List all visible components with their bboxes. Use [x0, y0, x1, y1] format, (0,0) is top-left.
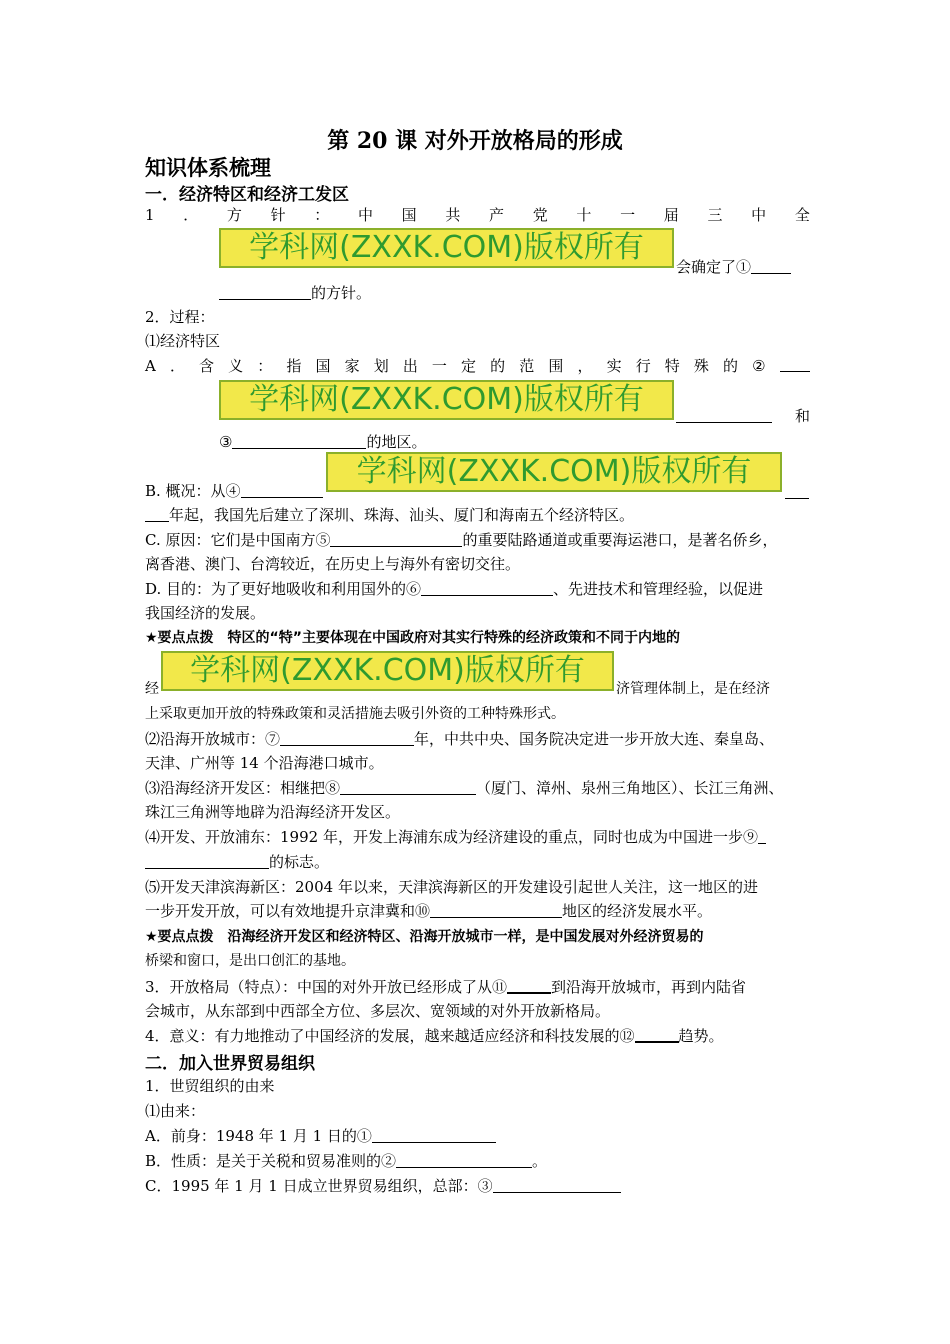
blank-4-end[interactable] [785, 482, 809, 499]
paragraph-2-5-line-1: ⑸开发天津滨海新区：2004 年以来，天津滨海新区的开发建设引起世人关注，这一地区的进 [145, 878, 758, 896]
blank-12[interactable] [635, 1025, 679, 1043]
s2-blank-3[interactable] [493, 1176, 621, 1193]
s2-blank-1[interactable] [372, 1126, 496, 1143]
paragraph-1-line-3: 的方针。 [219, 282, 884, 304]
paragraph-2-1: ⑴经济特区 [145, 332, 221, 350]
blank-6[interactable] [421, 579, 553, 596]
tip-1-line-2: 经 济管理体制上，是在经济 [145, 681, 770, 697]
tip-2-line-1: ★要点点拨 沿海经济开发区和经济特区、沿海开放城市一样，是中国发展对外经济贸易的 [145, 929, 704, 945]
blank-2[interactable] [780, 355, 810, 372]
blank-1[interactable] [751, 257, 791, 274]
item-b-line-2: 年起，我国先后建立了深圳、珠海、汕头、厦门和海南五个经济特区。 [145, 504, 810, 526]
item-d-line-1: D. 目的：为了更好地吸收和利用国外的⑥ 、先进技术和管理经验，以促进 [145, 580, 764, 598]
paragraph-2-3-line-2: 珠江三角洲等地辟为沿海经济开发区。 [145, 803, 401, 821]
blank-3[interactable] [232, 432, 366, 449]
blank-4-cont[interactable] [145, 505, 169, 522]
paragraph-1-line-1: 1 ． 方 针 ： 中 国 共 产 党 十 一 届 三 中 全 [145, 206, 810, 224]
paragraph-3-line-1: 3．开放格局（特点）：中国的对外开放已经形成了从⑪ 到沿海开放城市，再到内陆省 [145, 978, 747, 996]
blank-4[interactable] [241, 481, 323, 498]
page-title: 第 20 课 对外开放格局的形成 [327, 128, 623, 154]
item-d-line-2: 我国经济的发展。 [145, 604, 266, 622]
item-a-line-1: A ． 含 义 ： 指 国 家 划 出 一 定 的 范 围 ， 实 行 特 殊 的 ② [145, 355, 810, 377]
tip-1-line-3: 上采取更加开放的特殊政策和灵活措施去吸引外资的工种特殊形式。 [145, 706, 565, 722]
item-a-line-2: 和 [676, 405, 810, 427]
blank-9-cont[interactable] [145, 852, 269, 869]
item-c-line-1: C. 原因：它们是中国南方⑤ 的重要陆路通道或重要海运港口，是著名侨乡， [145, 531, 778, 549]
paragraph-2: 2．过程： [145, 308, 215, 326]
blank-5[interactable] [330, 530, 462, 547]
watermark-banner: 学科网(ZXXK.COM)版权所有 [161, 651, 614, 691]
section-heading-2: 二．加入世界贸易组织 [145, 1054, 315, 1074]
s2-blank-2[interactable] [396, 1151, 532, 1168]
item-a-line-3: ③ 的地区。 [219, 433, 427, 451]
tip-1-line-1: ★要点点拨 特区的“特”主要体现在中国政府对其实行特殊的经济政策和不同于内地的 [145, 630, 680, 646]
blank-1-cont[interactable] [219, 283, 311, 300]
section-heading-knowledge: 知识体系梳理 [145, 155, 271, 180]
watermark-banner: 学科网(ZXXK.COM)版权所有 [326, 452, 782, 492]
watermark-banner: 学科网(ZXXK.COM)版权所有 [219, 380, 674, 420]
s2-paragraph-1-1: ⑴由来： [145, 1102, 206, 1120]
section-heading-1: 一．经济特区和经济工发区 [145, 185, 349, 205]
paragraph-1-line-2: 会确定了① [676, 256, 816, 278]
blank-9[interactable] [758, 827, 766, 844]
s2-item-b: B．性质：是关于关税和贸易准则的② 。 [145, 1152, 548, 1170]
paragraph-2-2-line-2: 天津、广州等 14 个沿海港口城市。 [145, 754, 384, 772]
blank-11[interactable] [507, 976, 551, 994]
paragraph-2-4-line-2: 的标志。 [145, 851, 810, 873]
blank-2-cont[interactable] [676, 406, 772, 423]
tip-2-line-2: 桥梁和窗口，是出口创汇的基地。 [145, 953, 355, 969]
s2-item-c: C．1995 年 1 月 1 日成立世界贸易组织，总部：③ [145, 1175, 810, 1197]
s2-item-a: A．前身：1948 年 1 月 1 日的① [145, 1125, 810, 1147]
blank-8[interactable] [340, 778, 476, 795]
paragraph-3-line-2: 会城市，从东部到中西部全方位、多层次、宽领域的对外开放新格局。 [145, 1002, 611, 1020]
paragraph-4: 4．意义：有力地推动了中国经济的发展，越来越适应经济和科技发展的⑫ 趋势。 [145, 1027, 724, 1045]
blank-10[interactable] [430, 901, 562, 918]
paragraph-2-4-line-1: ⑷开发、开放浦东：1992 年，开发上海浦东成为经济建设的重点，同时也成为中国进一步⑨ [145, 826, 810, 848]
paragraph-2-3-line-1: ⑶沿海经济开发区：相继把⑧ （厦门、漳州、泉州三角地区）、长江三角洲、 [145, 779, 784, 797]
watermark-banner: 学科网(ZXXK.COM)版权所有 [219, 228, 674, 268]
s2-paragraph-1: 1．世贸组织的由来 [145, 1077, 275, 1095]
blank-7[interactable] [280, 729, 414, 746]
paragraph-2-5-line-2: 一步开发开放，可以有效地提升京津冀和⑩ 地区的经济发展水平。 [145, 902, 713, 920]
item-b-line-1: B. 概况：从④ [145, 480, 810, 502]
paragraph-2-2-line-1: ⑵沿海开放城市：⑦ 年，中共中央、国务院决定进一步开放大连、秦皇岛、 [145, 730, 775, 748]
item-c-line-2: 离香港、澳门、台湾较近，在历史上与海外有密切交往。 [145, 555, 521, 573]
